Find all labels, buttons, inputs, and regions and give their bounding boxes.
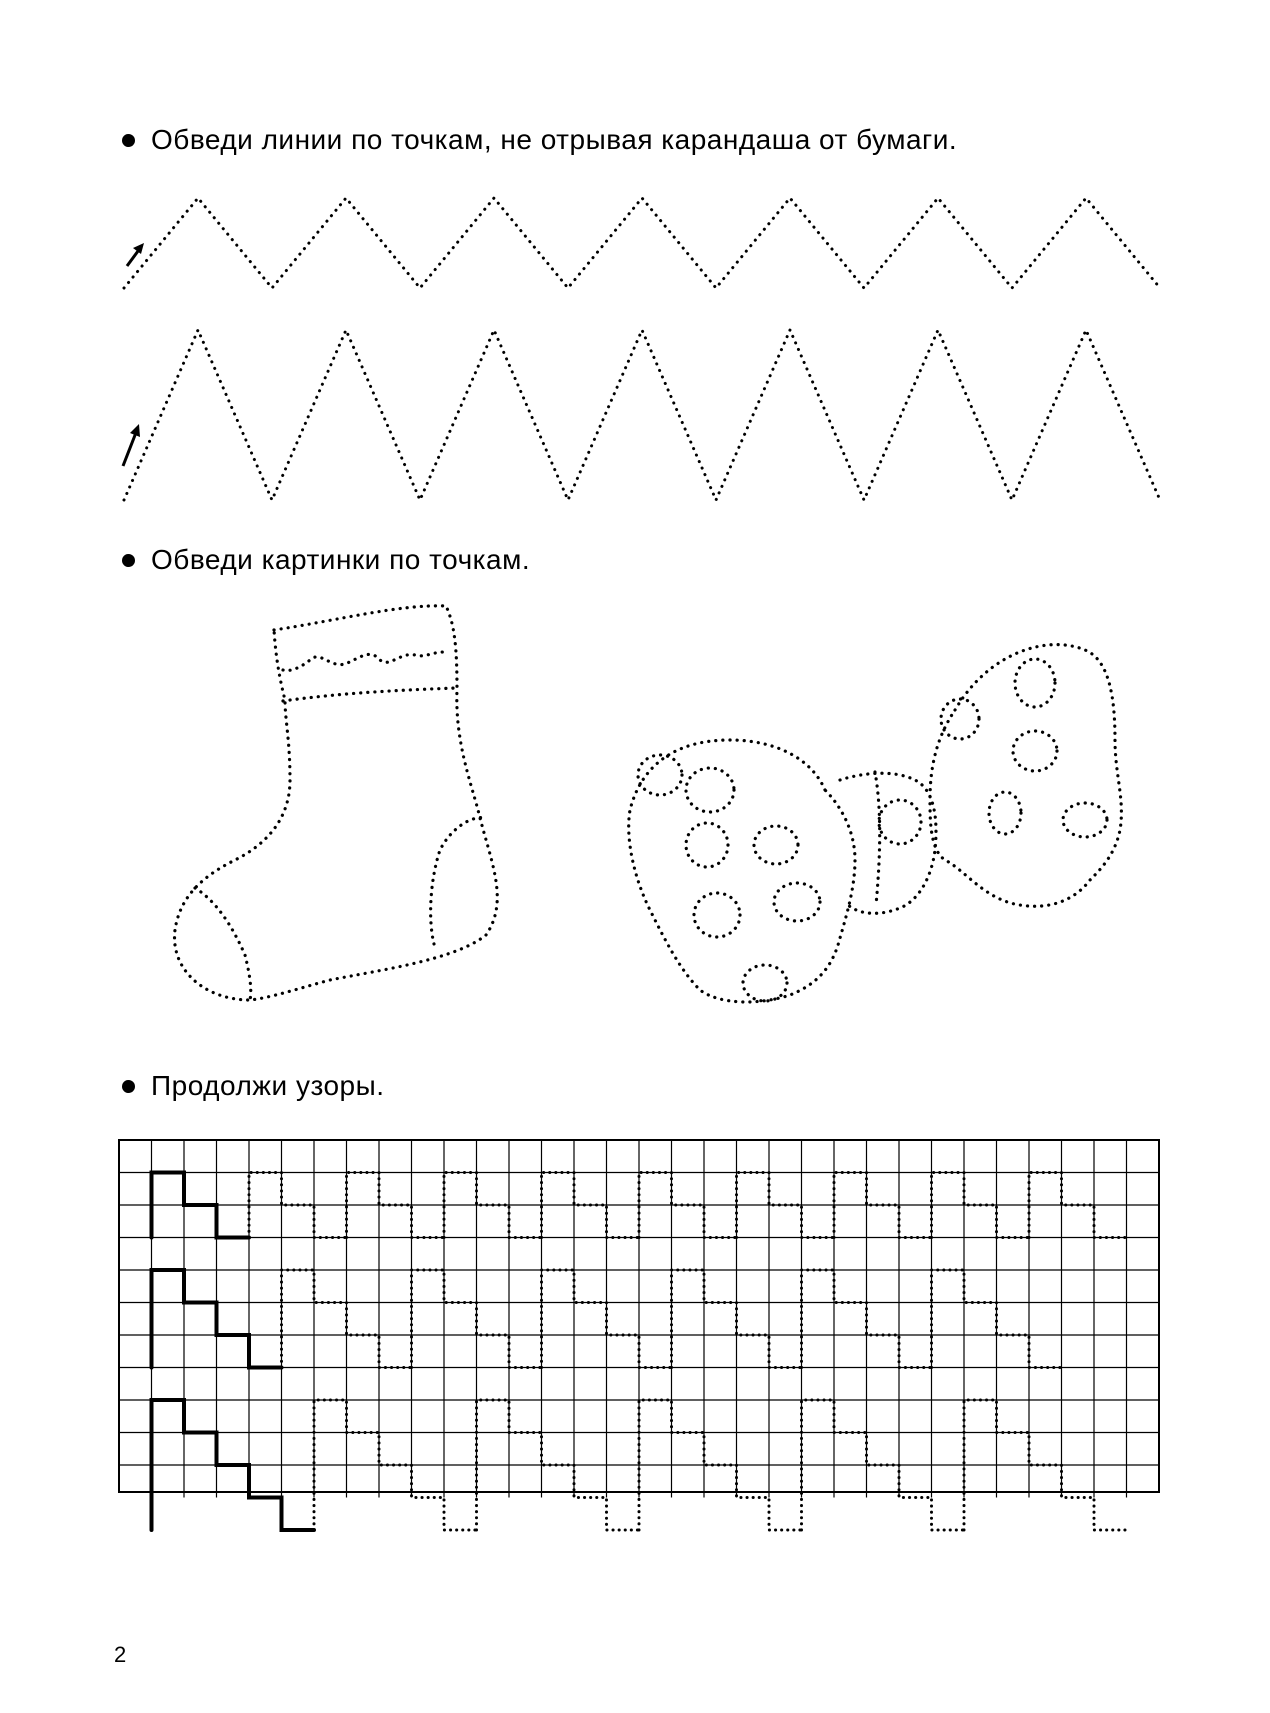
- task-text-2: Обведи картинки по точкам.: [151, 544, 531, 575]
- page-number: 2: [114, 1642, 127, 1667]
- zigzag-line-low: [124, 198, 1160, 288]
- arrow-up-right-icon: [123, 424, 140, 466]
- sock-drawing: [175, 606, 498, 1000]
- task-text-1: Обведи линии по точкам, не отрывая карандаша от бумаги.: [151, 124, 958, 155]
- task-text-3: Продолжи узоры.: [151, 1070, 385, 1101]
- pattern-grid: [119, 1140, 1159, 1530]
- arrow-up-right-icon: [127, 243, 144, 266]
- candy-bow-drawing: [629, 645, 1122, 1002]
- zigzag-line-tall: [124, 330, 1160, 500]
